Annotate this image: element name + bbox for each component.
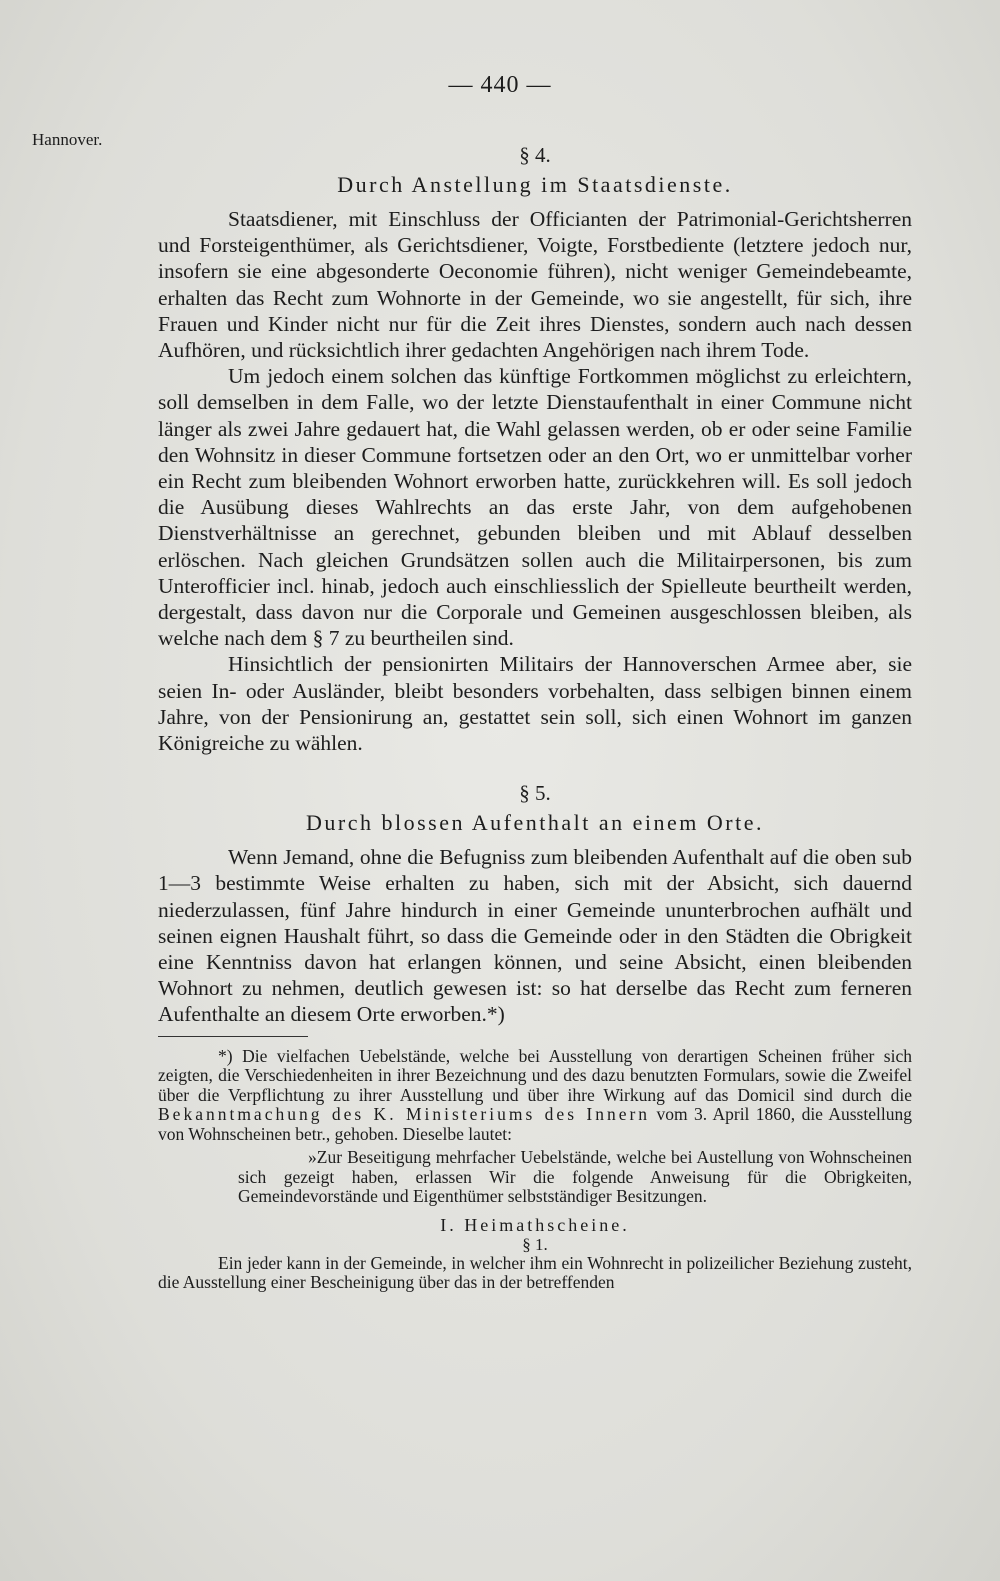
footnote-text-1b: vom 3. April 1860, die Ausstellung von Wohnscheinen betr., gehoben. Dieselbe lautet: bbox=[158, 1104, 912, 1144]
page-content bbox=[158, 140, 912, 1293]
footnote-spaced-text: Bekanntmachung des K. Ministeriums des Innern bbox=[158, 1104, 651, 1125]
page-number: — 440 — bbox=[448, 72, 552, 98]
footnote-text-1a: *) Die vielfachen Uebelstände, welche bei Ausstellung von derartigen Scheinen früher sich zeigten, die Verschiedenheiten in ihrer Bezeichnung und des dazu benutzten Formulars, sowie die Zweifel über die Verpflichtung zu ihrer Ausstellung und über ihre Wirkung auf das Domicil sind durch die bbox=[158, 1045, 912, 1105]
section-4-paragraph-3: Hinsichtlich der pensionirten Militairs der Hannoverschen Armee aber, sie seien In- oder Ausländer, bleibt besonders vorbehalten, dass selbigen binnen einem Jahre, von der Pensionirung an, gestattet sein soll, sich einen Wohnort im ganzen Königreiche zu wählen. bbox=[158, 652, 912, 756]
footnote-heading: I. Heimathscheine. bbox=[440, 1214, 630, 1235]
section-4-title: Durch Anstellung im Staatsdienste. bbox=[337, 172, 733, 197]
footnote-quote-paragraph: »Zur Beseitigung mehrfacher Uebelstände, welche bei Austellung von Wohnscheinen sich gezeigt haben, erlassen Wir die folgende Anweisung für die Obrigkeiten, Gemeindevorstände und Eigenthümer selbstständiger Besitzungen. bbox=[238, 1147, 912, 1207]
margin-note: Hannover. bbox=[32, 130, 103, 149]
footnote-paragraph-1 bbox=[158, 1047, 912, 1145]
footnote-paragraph-3: Ein jeder kann in der Gemeinde, in welcher ihm ein Wohnrecht in polizeilicher Beziehung zusteht, die Ausstellung einer Bescheinigung über das in der betreffenden bbox=[158, 1252, 912, 1293]
footnote-section-mark: § 1. bbox=[522, 1234, 548, 1254]
section-4-paragraph-1: Staatsdiener, mit Einschluss der Officianten der Patrimonial-Gerichtsherren und Forsteigenthümer, als Gerichtsdiener, Voigte, Forstbediente (letztere jedoch nur, insofern sie eine abgesonderte Oeconomie führen), nicht weniger Gemeindebeamte, erhalten das Recht zum Wohnorte in der Gemeinde, wo sie angestellt, für sich, ihre Frauen und Kinder nicht nur für die Zeit ihres Dienstes, sondern auch nach dessen Aufhören, und rücksichtlich ihrer gedachten Angehörigen nach ihrem Tode. bbox=[158, 207, 912, 363]
section-4-paragraph-2: Um jedoch einem solchen das künftige Fortkommen möglichst zu erleichtern, soll demselben in dem Falle, wo der letzte Dienstaufenthalt in einer Commune nicht länger als zwei Jahre gedauert hat, die Wahl gelassen werden, ob er oder seine Familie den Wohnsitz in dieser Commune fortsetzen oder an den Ort, wo er unmittelbar vorher ein Recht zum bleibenden Wohnort erworben hatte, zurückkehren will. Es soll jedoch die Ausübung dieses Wahlrechts an das erste Jahr, von dem aufgehobenen Dienstverhältnisse an gerechnet, gebunden bleiben und mit Ablauf desselben erlöschen. Nach gleichen Grundsätzen sollen auch die Militairpersonen, bis zum Unterofficier incl. hinab, jedoch auch einschliesslich der Spielleute beurtheilt werden, dergestalt, dass davon nur die Corporale und Gemeinen ausgeschlossen bleiben, als welche nach dem § 7 zu beurtheilen sind. bbox=[158, 364, 912, 651]
footnote-divider bbox=[158, 1036, 308, 1037]
section-4-mark: § 4. bbox=[519, 143, 551, 167]
section-5-title: Durch blossen Aufenthalt an einem Orte. bbox=[306, 810, 764, 836]
section-5-mark: § 5. bbox=[519, 781, 551, 806]
section-5-paragraph-1: Wenn Jemand, ohne die Befugniss zum bleibenden Aufenthalt auf die oben sub 1—3 bestimmte Weise erhalten zu haben, sich mit der Absicht, sich dauernd niederzulassen, fünf Jahre hindurch in einer Gemeinde ununterbrochen aufhält und seinen eignen Haushalt führt, so dass die Gemeinde oder in den Städten die Obrigkeit eine Kenntniss davon hat erlangen können, und seine Absicht, einen bleibenden Wohnort zu nehmen, deutlich gewesen ist: so hat derselbe das Recht zum ferneren Aufenthalte an diesem Orte erworben.*) bbox=[158, 845, 912, 1027]
